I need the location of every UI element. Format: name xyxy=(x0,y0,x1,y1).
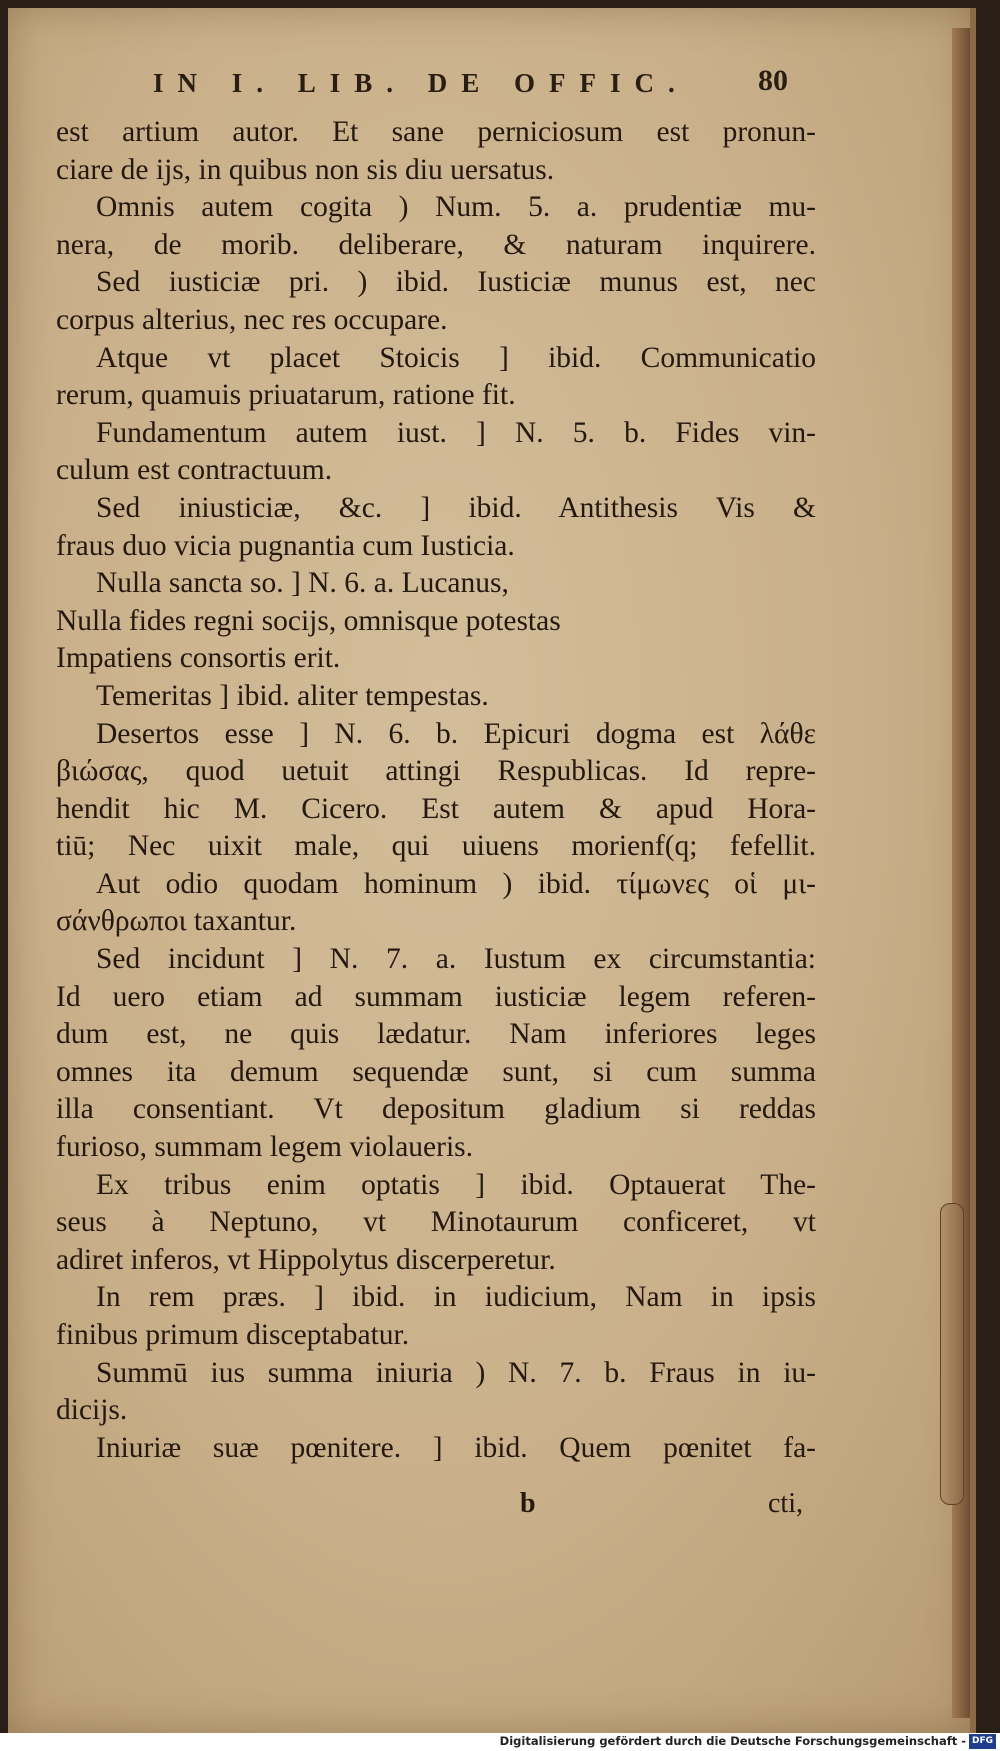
book-clasp xyxy=(940,1203,964,1505)
text-line: Iniuriæ suæ pœnitere. ] ibid. Quem pœnitet fa- xyxy=(96,1431,816,1464)
text-line: Sed iusticiæ pri. ) ibid. Iusticiæ munus est, nec xyxy=(96,266,816,299)
footer-bar xyxy=(0,1733,1000,1751)
text-line: dicijs. xyxy=(56,1394,128,1427)
text-line: Ex tribus enim optatis ] ibid. Optauerat The- xyxy=(96,1168,816,1201)
text-line: corpus alterius, nec res occupare. xyxy=(56,303,448,336)
text-line: Sed incidunt ] N. 7. a. Iustum ex circumstantia: xyxy=(96,943,816,976)
text-line: Omnis autem cogita ) Num. 5. a. prudentiæ mu- xyxy=(96,191,816,224)
signature-mark: b xyxy=(520,1488,536,1519)
text-line: culum est contractuum. xyxy=(56,454,333,487)
body-text xyxy=(56,114,816,1467)
text-line: σάνθρωποι taxantur. xyxy=(56,905,297,938)
text-line: Atque vt placet Stoicis ] ibid. Communicatio xyxy=(96,341,816,374)
running-title: IN I. LIB. DE OFFIC. xyxy=(153,68,689,98)
text-line: Id uero etiam ad summam iusticiæ legem referen- xyxy=(56,980,816,1013)
text-line: βιώσας, quod uetuit attingi Respublicas. Id repre- xyxy=(56,755,816,788)
text-line: Desertos esse ] N. 6. b. Epicuri dogma est λάθε xyxy=(96,717,816,750)
text-line: ciare de ijs, in quibus non sis diu uersatus. xyxy=(56,153,555,186)
text-line: tiū; Nec uixit male, qui uiuens morienf(q; fefellit. xyxy=(56,830,816,863)
page-number: 80 xyxy=(758,64,788,97)
text-line: finibus primum disceptabatur. xyxy=(56,1319,410,1351)
text-line: In rem præs. ] ibid. in iudicium, Nam in ipsis xyxy=(96,1281,816,1314)
text-line: Temeritas ] ibid. aliter tempestas. xyxy=(96,679,489,712)
footer-credit: Digitalisierung gefördert durch die Deutsche Forschungsgemeinschaft - xyxy=(499,1734,966,1748)
text-line: Impatiens consortis erit. xyxy=(56,642,341,675)
text-line: nera, de morib. deliberare, & naturam inquirere. xyxy=(56,228,816,261)
text-line: seus à Neptuno, vt Minotaurum conficeret, vt xyxy=(56,1206,816,1239)
text-line: Aut odio quodam hominum ) ibid. τίμωνες οἱ μι- xyxy=(96,867,816,900)
text-line: illa consentiant. Vt depositum gladium si reddas xyxy=(56,1093,816,1126)
text-line: hendit hic M. Cicero. Est autem & apud Hora- xyxy=(56,792,816,825)
text-line: dum est, ne quis lædatur. Nam inferiores leges xyxy=(56,1018,816,1051)
text-line: Nulla fides regni socijs, omnisque potestas xyxy=(56,604,561,637)
catchword: cti, xyxy=(768,1488,803,1519)
text-line: fraus duo vicia pugnantia cum Iusticia. xyxy=(56,529,515,562)
text-line: est artium autor. Et sane perniciosum est pronun- xyxy=(56,116,816,148)
text-line: adiret inferos, vt Hippolytus discerperetur. xyxy=(56,1243,556,1276)
text-line: furioso, summam legem violaueris. xyxy=(56,1131,474,1164)
text-line: Summū ius summa iniuria ) N. 7. b. Fraus in iu- xyxy=(96,1356,816,1389)
text-line: Fundamentum autem iust. ] N. 5. b. Fides vin- xyxy=(96,416,816,449)
text-line: omnes ita demum sequendæ sunt, si cum summa xyxy=(56,1055,816,1088)
text-line: Sed iniusticiæ, &c. ] ibid. Antithesis Vis & xyxy=(96,491,816,524)
dfg-logo-icon: DFG xyxy=(969,1734,996,1749)
book-page xyxy=(8,8,976,1733)
text-line: rerum, quamuis priuatarum, ratione fit. xyxy=(56,379,516,412)
text-line: Nulla sancta so. ] N. 6. a. Lucanus, xyxy=(96,567,509,600)
